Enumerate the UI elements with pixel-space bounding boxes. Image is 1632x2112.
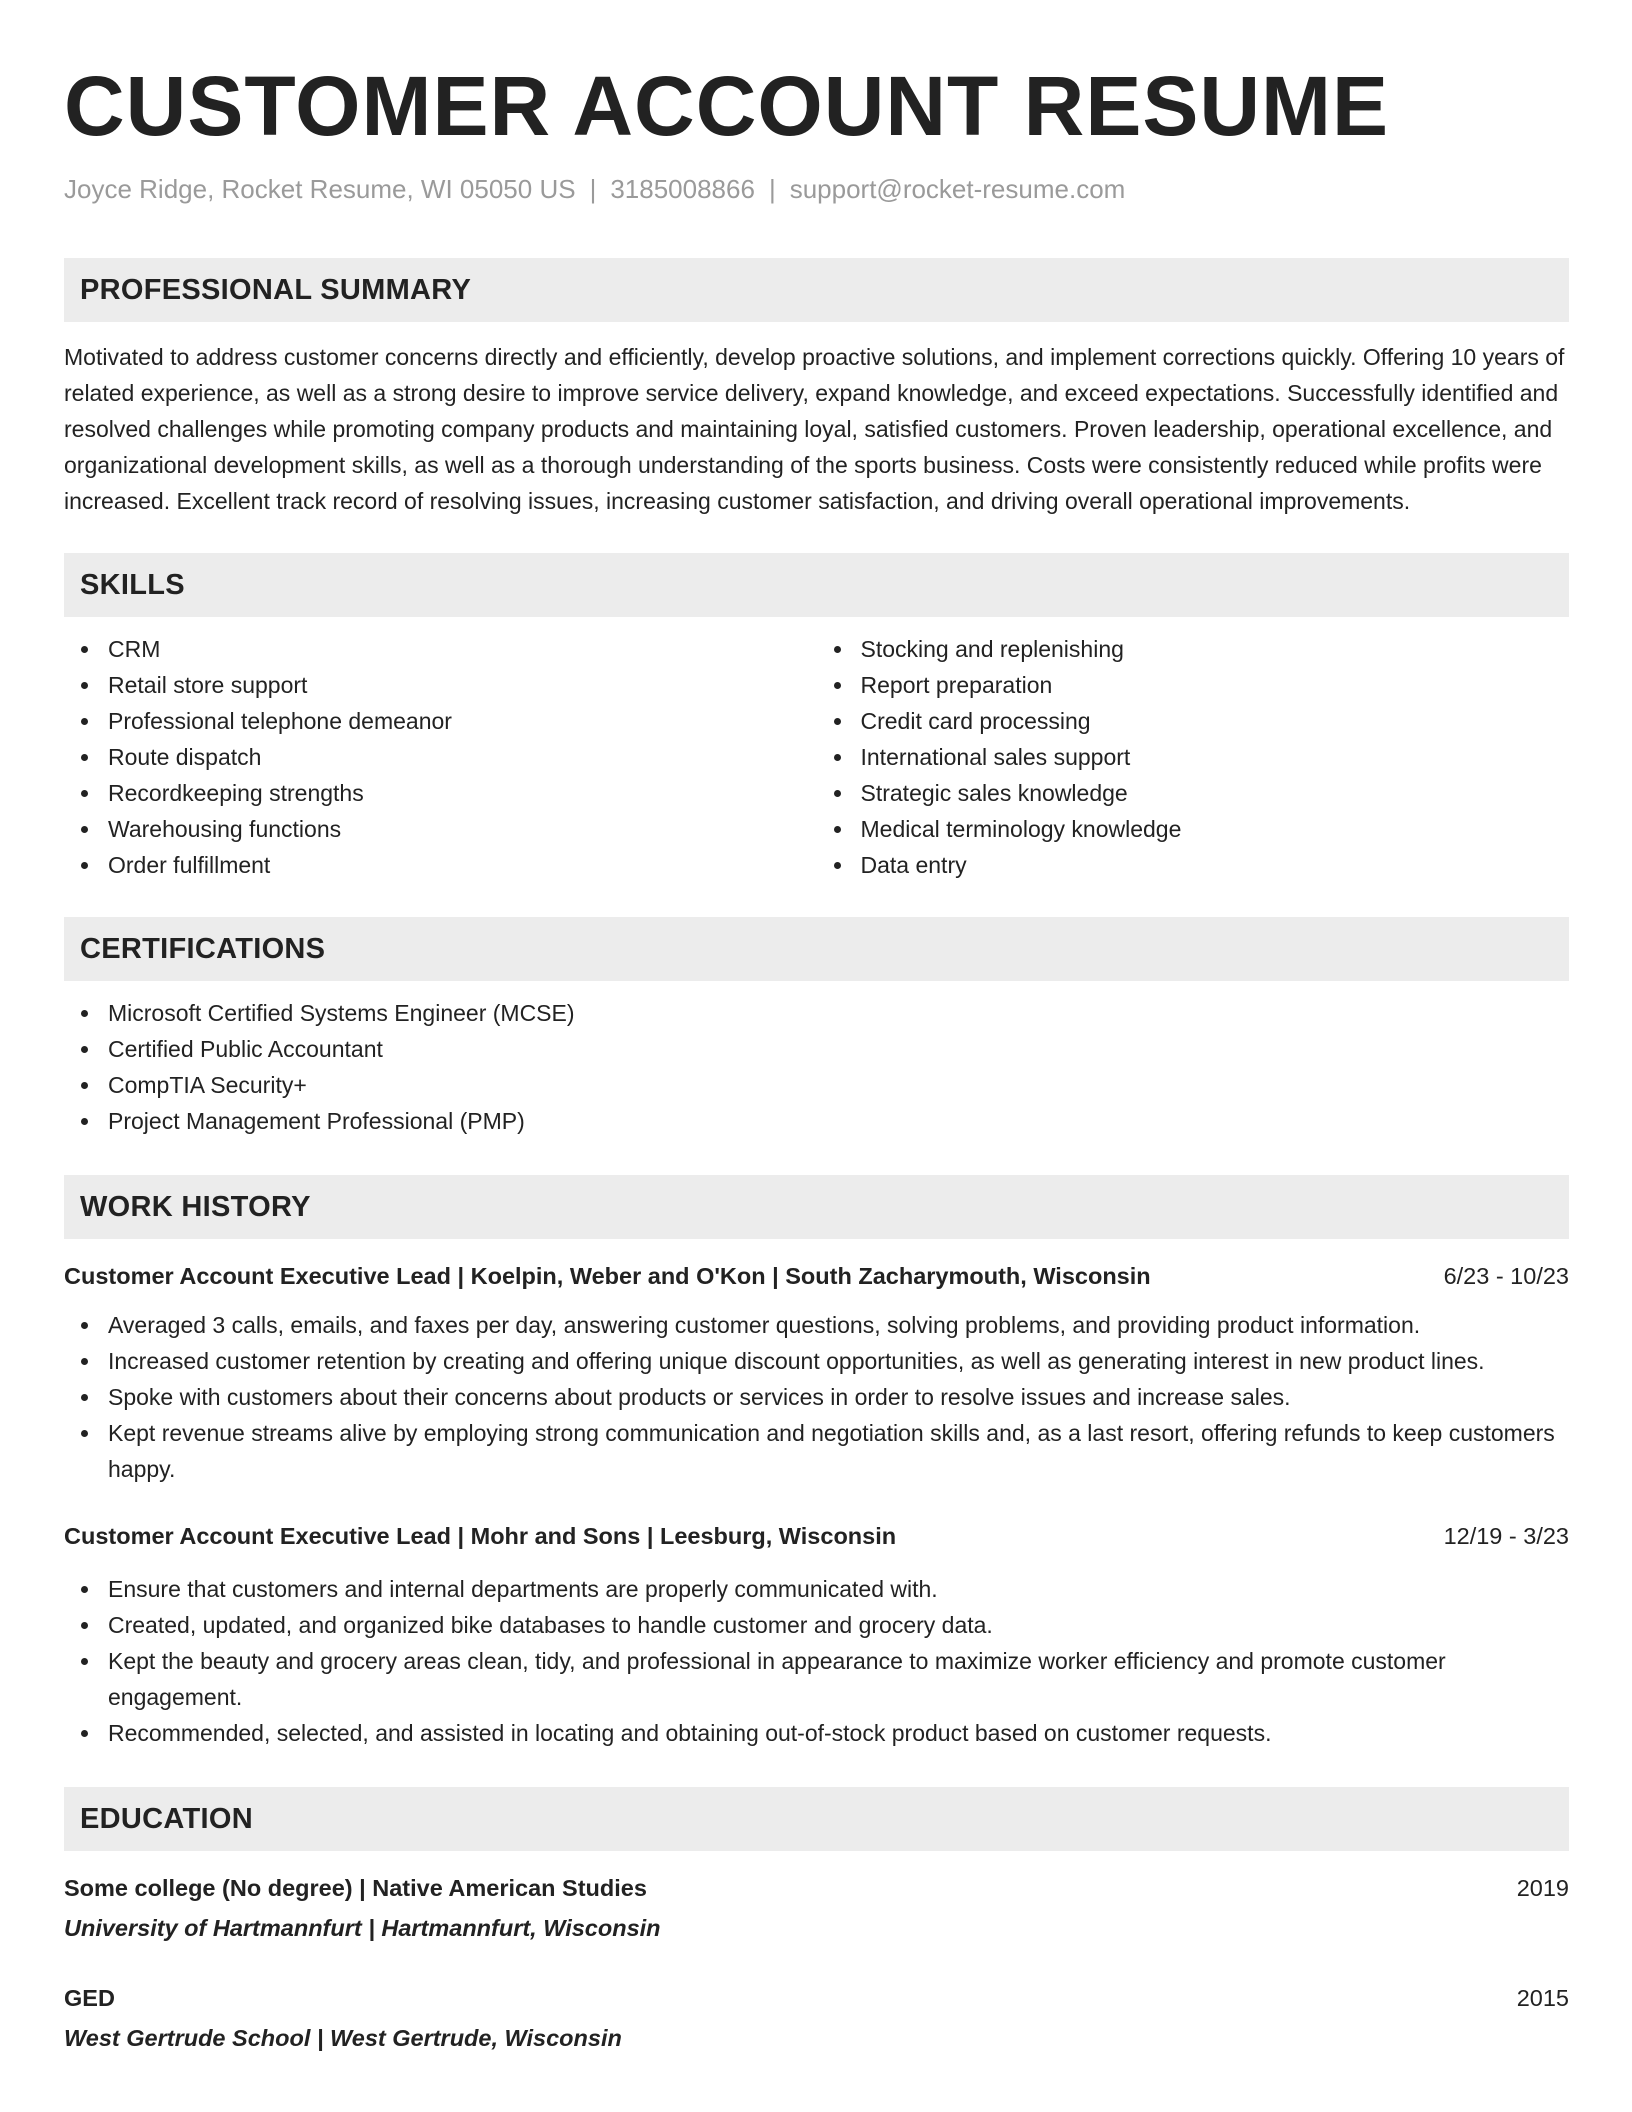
- skill-item: Recordkeeping strengths: [108, 775, 817, 811]
- skill-item: Order fulfillment: [108, 847, 817, 883]
- resume-page: [64, 0, 1569, 2055]
- summary-text: Motivated to address customer concerns directly and efficiently, develop proactive solutions, and implement corrections quickly. Offering 10 years of related experience, as well as a strong desire to improve service delivery, expand knowledge, and exceed expectations. Successfully identified and resolved challenges while promoting company products and maintaining loyal, satisfied customers. Proven leadership, operational excellence, and organizational development skills, as well as a thorough understanding of the sports business. Costs were consistently reduced while profits were increased. Excellent track record of resolving issues, increasing customer satisfaction, and driving overall operational improvements.: [64, 344, 1565, 514]
- skill-item: Stocking and replenishing: [861, 631, 1570, 667]
- section-heading-summary: PROFESSIONAL SUMMARY: [64, 258, 1569, 322]
- contact-email: support@rocket-resume.com: [789, 174, 1126, 204]
- skill-item: Data entry: [861, 847, 1570, 883]
- skill-item: CRM: [108, 631, 817, 667]
- skill-item: Professional telephone demeanor: [108, 703, 817, 739]
- skills-list-left: [64, 631, 817, 883]
- job-header: [64, 1519, 1569, 1553]
- skill-item: International sales support: [861, 739, 1570, 775]
- education-header: [64, 1981, 1569, 2015]
- education-degree: GED: [64, 1985, 115, 2011]
- skill-item: Report preparation: [861, 667, 1570, 703]
- section-heading-certifications: CERTIFICATIONS: [64, 917, 1569, 981]
- skill-item: Credit card processing: [861, 703, 1570, 739]
- skills-grid: [64, 631, 1569, 883]
- job-dates: 6/23 - 10/23: [1443, 1263, 1569, 1289]
- education-entry: [64, 1871, 1569, 1945]
- education-header: [64, 1871, 1569, 1905]
- skills-list-right: [817, 631, 1570, 883]
- certification-item: Certified Public Accountant: [108, 1031, 1569, 1067]
- education-year: 2019: [1516, 1875, 1569, 1901]
- contact-address: Joyce Ridge, Rocket Resume, WI 05050 US: [64, 174, 576, 204]
- job-bullet: Kept revenue streams alive by employing strong communication and negotiation skills and, as a last resort, offering refunds to keep customers happy.: [108, 1415, 1569, 1487]
- education-school: West Gertrude School | West Gertrude, Wisconsin: [64, 2025, 622, 2051]
- education-entry: [64, 1981, 1569, 2055]
- skill-item: Warehousing functions: [108, 811, 817, 847]
- job-bullets: [64, 1571, 1569, 1751]
- contact-separator: |: [589, 174, 597, 204]
- section-heading-skills: SKILLS: [64, 553, 1569, 617]
- section-heading-education: EDUCATION: [64, 1787, 1569, 1851]
- contact-phone: 3185008866: [610, 174, 755, 204]
- skill-item: Retail store support: [108, 667, 817, 703]
- job-title: Customer Account Executive Lead | Koelpin, Weber and O'Kon | South Zacharymouth, Wisconsin: [64, 1263, 1151, 1289]
- education-year: 2015: [1516, 1985, 1569, 2011]
- job-title: Customer Account Executive Lead | Mohr and Sons | Leesburg, Wisconsin: [64, 1523, 897, 1549]
- skill-item: Route dispatch: [108, 739, 817, 775]
- job-bullet: Spoke with customers about their concerns about products or services in order to resolve issues and increase sales.: [108, 1379, 1569, 1415]
- skill-item: Medical terminology knowledge: [861, 811, 1570, 847]
- job-bullet: Recommended, selected, and assisted in locating and obtaining out-of-stock product based on customer requests.: [108, 1715, 1569, 1751]
- job-header: [64, 1259, 1569, 1293]
- job-dates: 12/19 - 3/23: [1443, 1523, 1569, 1549]
- section-heading-work-history: WORK HISTORY: [64, 1175, 1569, 1239]
- contact-separator: |: [768, 174, 776, 204]
- skill-item: Strategic sales knowledge: [861, 775, 1570, 811]
- resume-title: CUSTOMER ACCOUNT RESUME: [64, 59, 1390, 153]
- certification-item: Microsoft Certified Systems Engineer (MCSE): [108, 995, 1569, 1031]
- job-bullet: Increased customer retention by creating and offering unique discount opportunities, as well as generating interest in new product lines.: [108, 1343, 1569, 1379]
- job-bullet: Kept the beauty and grocery areas clean, tidy, and professional in appearance to maximize worker efficiency and promote customer engagement.: [108, 1643, 1569, 1715]
- education-school: University of Hartmannfurt | Hartmannfurt, Wisconsin: [64, 1915, 661, 1941]
- job-bullet: Averaged 3 calls, emails, and faxes per day, answering customer questions, solving problems, and providing product information.: [108, 1307, 1569, 1343]
- certification-item: Project Management Professional (PMP): [108, 1103, 1569, 1139]
- job-bullet: Ensure that customers and internal departments are properly communicated with.: [108, 1571, 1569, 1607]
- certifications-list: [64, 995, 1569, 1139]
- education-degree: Some college (No degree) | Native American Studies: [64, 1875, 647, 1901]
- job-bullet: Created, updated, and organized bike databases to handle customer and grocery data.: [108, 1607, 1569, 1643]
- job-bullets: [64, 1307, 1569, 1487]
- job-entry: [64, 1519, 1569, 1751]
- certification-item: CompTIA Security+: [108, 1067, 1569, 1103]
- contact-line: [64, 172, 1569, 206]
- job-entry: [64, 1259, 1569, 1487]
